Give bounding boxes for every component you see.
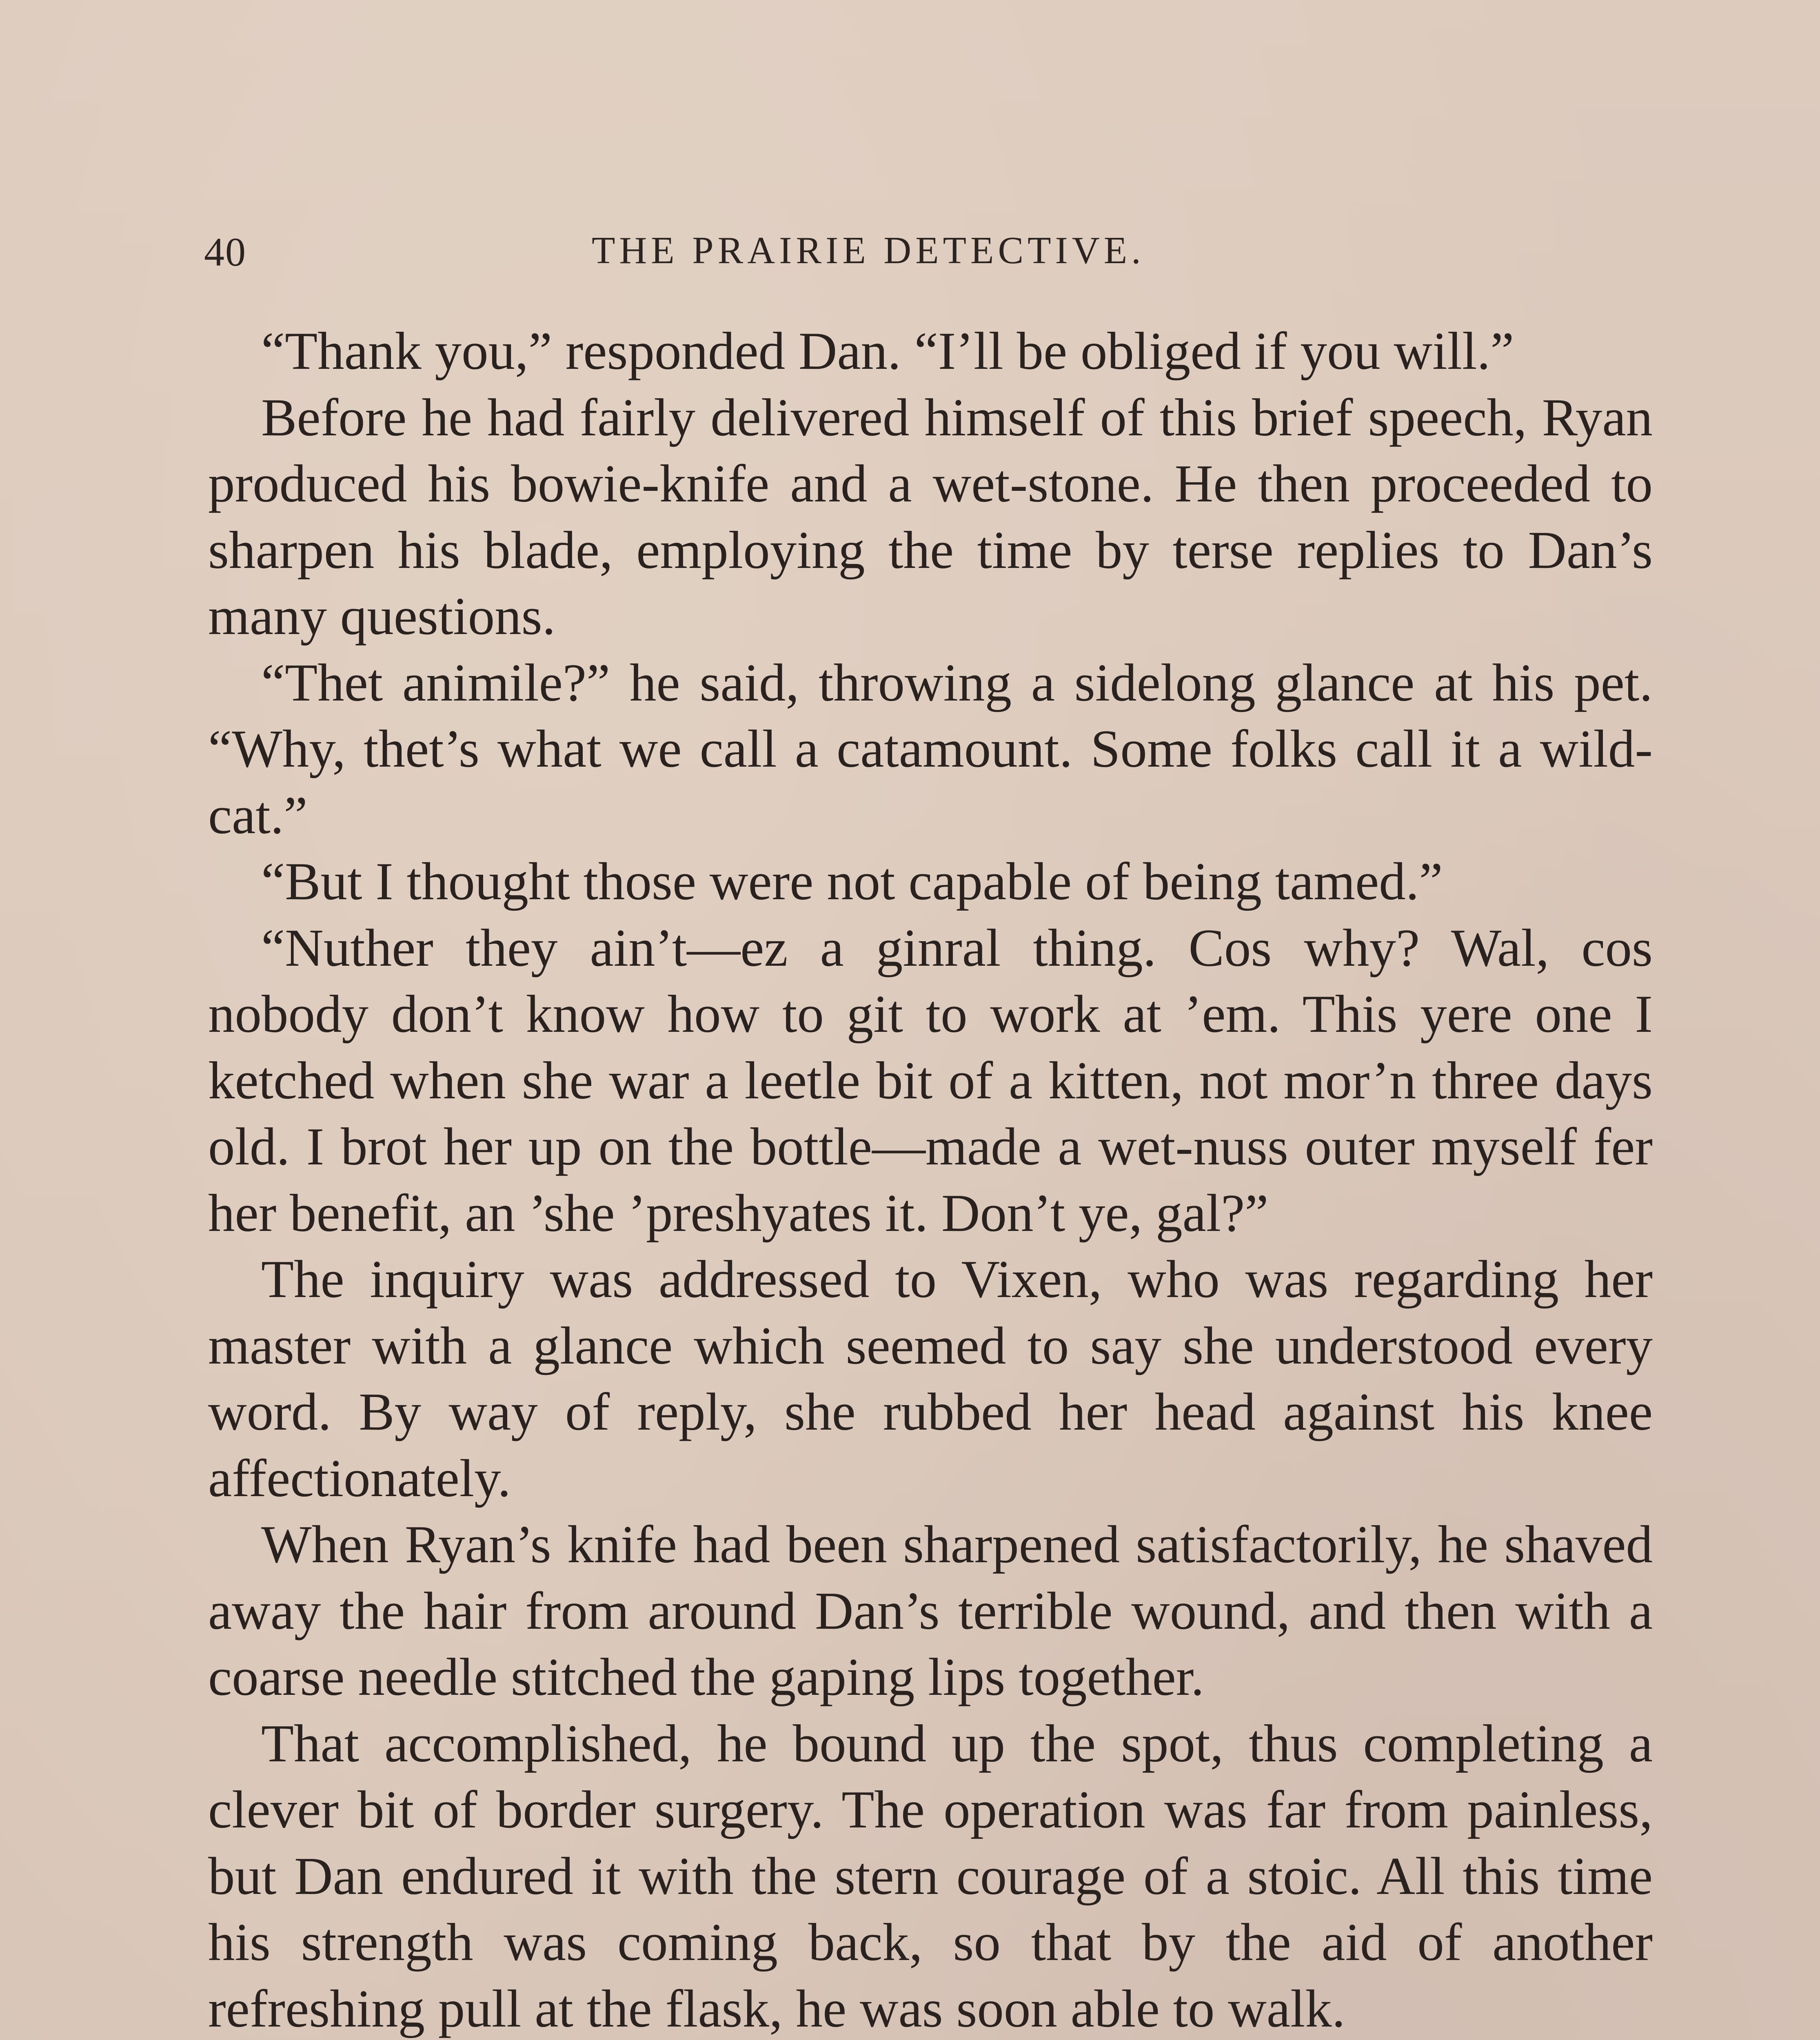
paragraph: “Thank you,” responded Dan. “I’ll be obliged if you will.” <box>261 322 1514 381</box>
paragraph: “Thet animile?” he said, throwing a sidelong glance at his pet. “Why, thet’s what we call a catamount. Some folks call it a wild-cat.” <box>208 653 1653 845</box>
page-number: 40 <box>204 229 246 275</box>
page-header <box>204 228 1657 286</box>
body-text <box>208 318 1653 2040</box>
paragraph: That accomplished, he bound up the spot, thus completing a clever bit of border surgery. The operation was far from painless, but Dan endured it with the stern courage of a stoic. All this time his strength was coming back, so that by the aid of another refreshing pull at the flask, he was soon able to walk. <box>208 1714 1653 2038</box>
paragraph: Before he had fairly delivered himself of this brief speech, Ryan produced his bowie-knife and a wet-stone. He then proceeded to sharpen his blade, employing the time by terse replies to Dan’s many questions. <box>208 388 1653 646</box>
paragraph: “Nuther they ain’t—ez a ginral thing. Cos why? Wal, cos nobody don’t know how to git to work at ’em. This yere one I ketched when she war a leetle bit of a kitten, not mor’n three days old. I brot her up on the bottle—made a wet-nuss outer myself fer her benefit, an ’she ’preshyates it. Don’t ye, gal?” <box>208 918 1653 1243</box>
paragraph: “But I thought those were not capable of being tamed.” <box>261 852 1443 911</box>
paragraph: The inquiry was addressed to Vixen, who was regarding her master with a glance which seemed to say she understood every word. By way of reply, she rubbed her head against his knee affectionately. <box>208 1250 1653 1508</box>
running-head: THE PRAIRIE DETECTIVE. <box>592 229 1145 272</box>
paragraph: When Ryan’s knife had been sharpened satisfactorily, he shaved away the hair from around Dan’s terrible wound, and then with a coarse needle stitched the gaping lips together. <box>208 1515 1653 1707</box>
